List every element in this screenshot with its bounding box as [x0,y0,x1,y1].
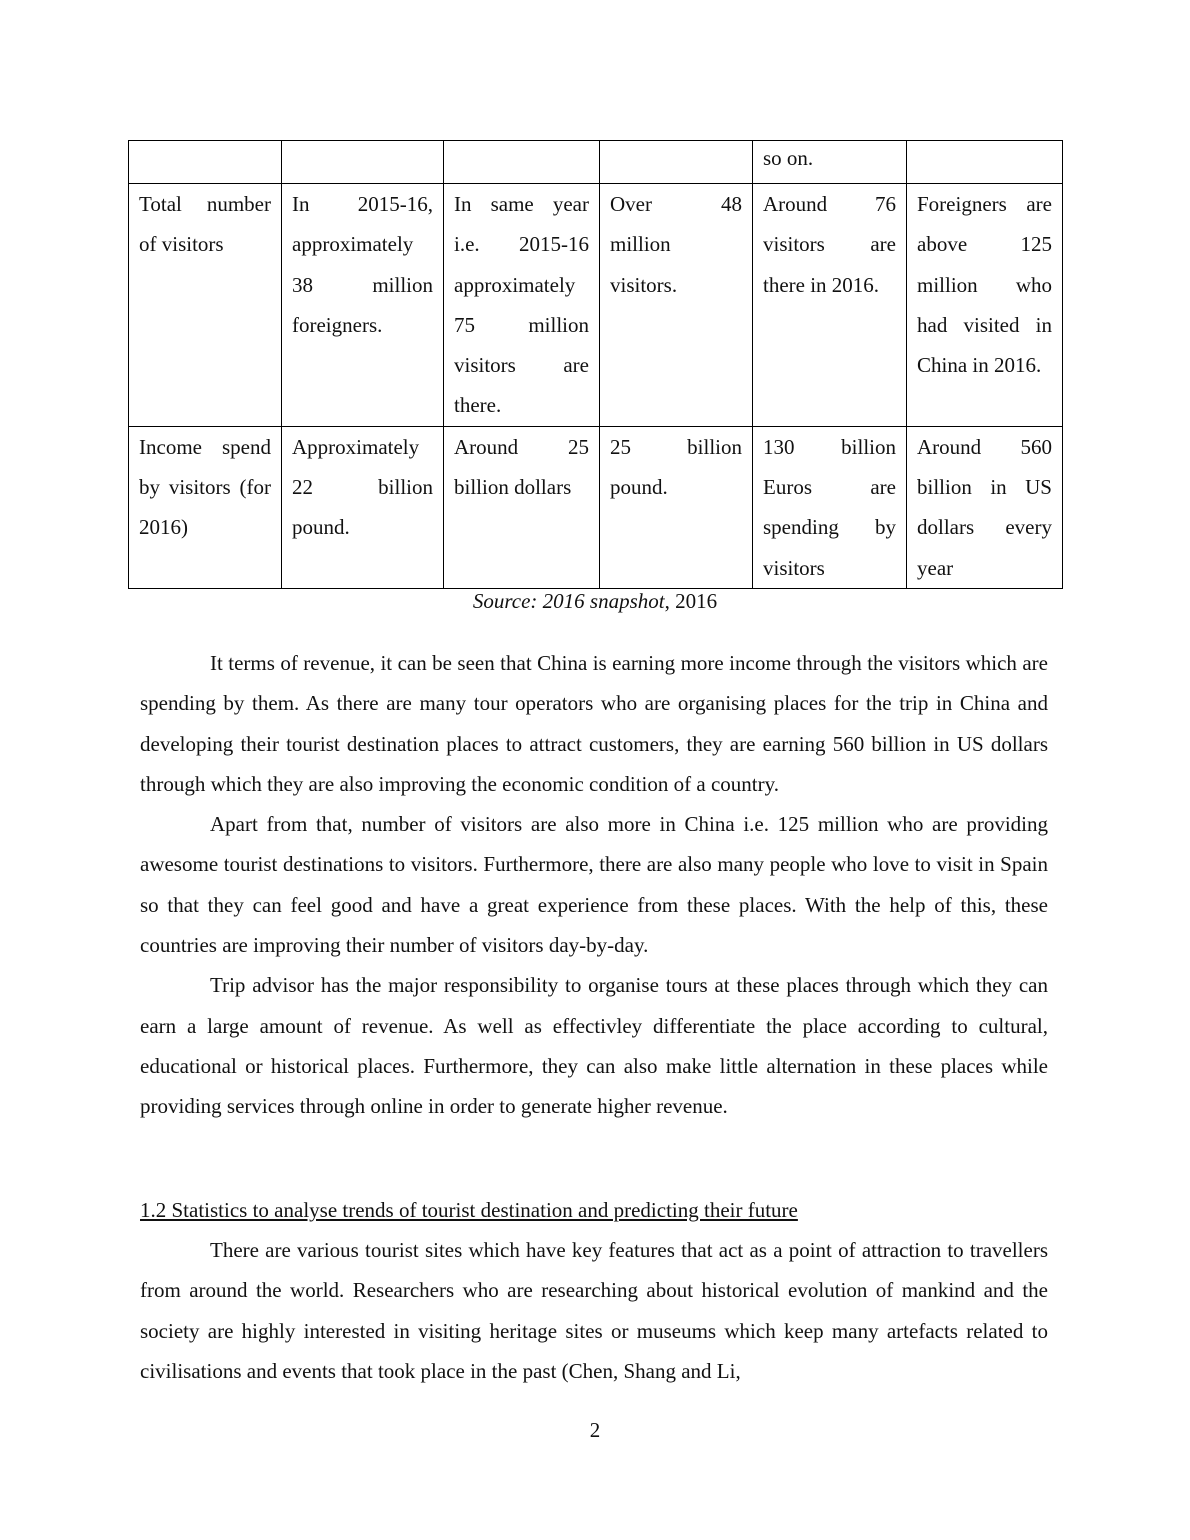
table-cell [282,141,444,184]
paragraph: It terms of revenue, it can be seen that China is earning more income through the visitors which are spending by them. As there are many tour operators who are organising places for the trip in China and developing their tourist destination places to attract customers, they are earning 560 billion in US dollars through which they are also improving the economic condition of a country. [140,651,1048,796]
table-cell [129,141,282,184]
table-cell: Approximately 22 billion pound. [282,426,444,588]
caption-source: Source: 2016 snapshot [472,589,665,613]
table-cell [907,141,1063,184]
table-cell: Around 560 billion in US dollars every year [907,426,1063,588]
table-cell: Foreigners are above 125 million who had visited in China in 2016. [907,184,1063,427]
table-cell: so on. [753,141,907,184]
tourism-comparison-table [128,140,1063,589]
table-row-total-visitors [129,184,1063,427]
table-cell [600,141,753,184]
row-header-total-visitors: Total number of visitors [129,184,282,427]
table-cell: In same year i.e. 2015-16 approximately 75 million visitors are there. [444,184,600,427]
table-cell: Over 48 million visitors. [600,184,753,427]
section-heading: 1.2 Statistics to analyse trends of tourist destination and predicting their future [140,1198,798,1222]
table-cell: Around 25 billion dollars [444,426,600,588]
section-body [140,1230,1048,1391]
table-row [129,141,1063,184]
table-caption [0,586,1190,616]
caption-year: , 2016 [664,589,718,613]
table-cell: 25 billion pound. [600,426,753,588]
paragraph: There are various tourist sites which have key features that act as a point of attraction to travellers from around the world. Researchers who are researching about historical evolution of mankind and the society are highly interested in visiting heritage sites or museums which keep many artefacts related to civilisations and events that took place in the past (Chen, Shang and Li, [140,1238,1048,1383]
table-cell: 130 billion Euros are spending by visitors [753,426,907,588]
table-row-income-spend [129,426,1063,588]
table-cell: In 2015-16, approximately 38 million foreigners. [282,184,444,427]
table-cell [444,141,600,184]
paragraph: Trip advisor has the major responsibility to organise tours at these places through which they can earn a large amount of revenue. As well as effectivley differentiate the place according to cultural, educational or historical places. Furthermore, they can also make little alternation in these places while providing services through online in order to generate higher revenue. [140,973,1048,1119]
page-number: 2 [589,1418,601,1442]
table-cell: Around 76 visitors are there in 2016. [753,184,907,427]
paragraph: Apart from that, number of visitors are also more in China i.e. 125 million who are providing awesome tourist destinations to visitors. Furthermore, there are also many people who love to visit in Spain so that they can feel good and have a great experience from these places. With the help of this, these countries are improving their number of visitors day-by-day. [140,812,1048,958]
body-section [140,643,1048,1127]
row-header-income-spend: Income spend by visitors (for 2016) [129,426,282,588]
